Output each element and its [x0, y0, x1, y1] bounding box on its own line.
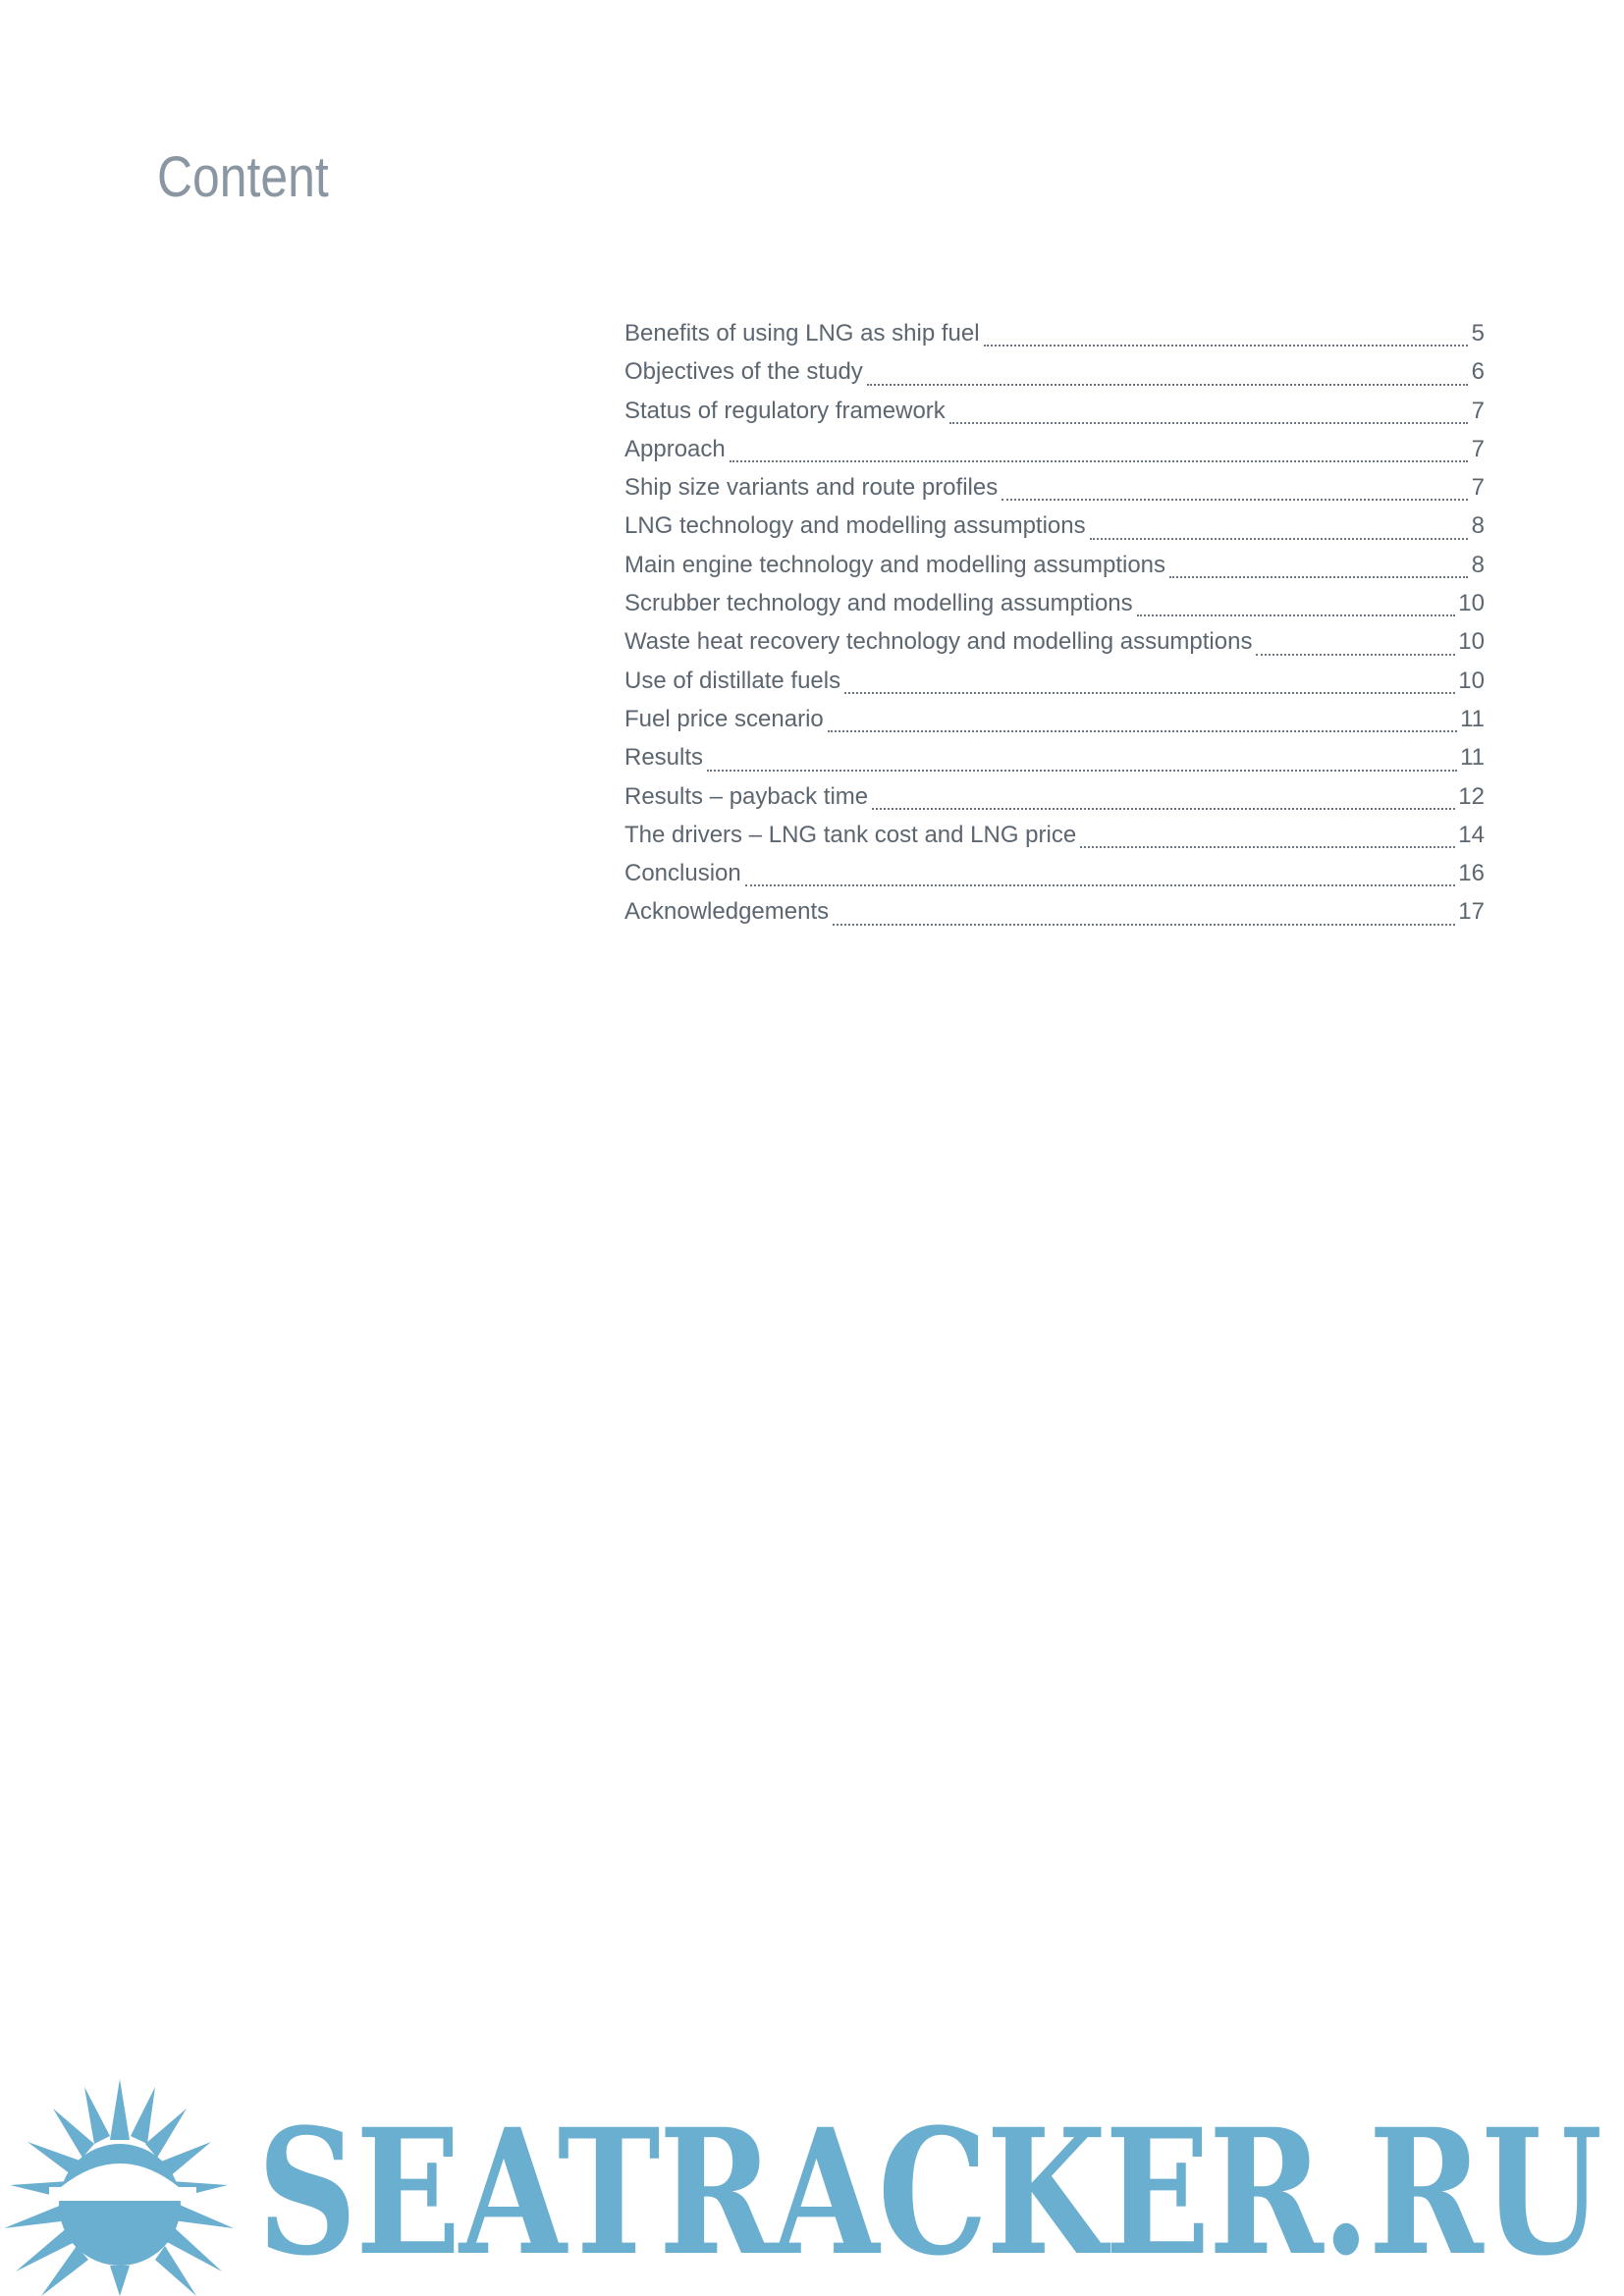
toc-entry[interactable]	[624, 320, 1485, 358]
toc-entry-page: 11	[1460, 744, 1485, 772]
toc-entry-page: 10	[1458, 628, 1485, 656]
toc-entry-label: Approach	[624, 435, 726, 462]
toc-entry-page: 5	[1471, 320, 1485, 347]
toc-entry-page: 11	[1460, 705, 1485, 732]
toc-entry-page: 14	[1458, 821, 1485, 848]
toc-entry-label: Status of regulatory framework	[624, 397, 946, 424]
toc-entry-label: Results – payback time	[624, 782, 869, 810]
toc-leader-dots	[984, 345, 1468, 347]
toc-entry-page: 7	[1471, 397, 1485, 424]
toc-entry[interactable]	[624, 898, 1485, 936]
toc-entry[interactable]	[624, 512, 1485, 551]
toc-entry-page: 6	[1471, 358, 1485, 386]
page-title: Content	[157, 145, 329, 209]
toc-entry-label: Objectives of the study	[624, 358, 863, 386]
toc-entry-page: 8	[1471, 512, 1485, 540]
watermark-text: SEATRACKER.RU	[257, 2091, 1601, 2294]
toc-entry-label: The drivers – LNG tank cost and LNG price	[624, 821, 1077, 848]
toc-entry-label: Results	[624, 744, 704, 772]
toc-entry[interactable]	[624, 860, 1485, 898]
toc-entry-label: Scrubber technology and modelling assumptions	[624, 590, 1133, 617]
toc-leader-dots	[730, 460, 1468, 462]
toc-entry[interactable]	[624, 628, 1485, 667]
toc-leader-dots	[1256, 654, 1455, 656]
toc-entry-label: Ship size variants and route profiles	[624, 474, 999, 502]
toc-entry-page: 12	[1458, 782, 1485, 810]
toc-entry[interactable]	[624, 436, 1485, 474]
toc-entry[interactable]	[624, 822, 1485, 860]
toc-leader-dots	[745, 884, 1456, 886]
toc-leader-dots	[707, 770, 1457, 772]
toc-entry[interactable]	[624, 358, 1485, 397]
toc-entry-label: Conclusion	[624, 860, 741, 887]
toc-leader-dots	[1137, 614, 1456, 616]
toc-entry[interactable]	[624, 552, 1485, 590]
toc-entry-page: 7	[1471, 474, 1485, 502]
toc-entry[interactable]	[624, 706, 1485, 744]
toc-entry[interactable]	[624, 590, 1485, 628]
toc-entry-label: Use of distillate fuels	[624, 667, 841, 694]
toc-entry[interactable]	[624, 783, 1485, 822]
toc-entry-page: 10	[1458, 667, 1485, 694]
toc-leader-dots	[1001, 499, 1468, 501]
toc-entry-label: Waste heat recovery technology and modelling assumptions	[624, 628, 1253, 656]
toc-entry-page: 7	[1471, 435, 1485, 462]
toc-entry-label: Main engine technology and modelling assumptions	[624, 551, 1166, 578]
toc-entry[interactable]	[624, 667, 1485, 706]
table-of-contents	[624, 320, 1485, 937]
toc-leader-dots	[1080, 846, 1455, 848]
toc-entry[interactable]	[624, 474, 1485, 512]
toc-entry[interactable]	[624, 398, 1485, 436]
toc-entry-page: 16	[1458, 860, 1485, 887]
toc-entry-label: Benefits of using LNG as ship fuel	[624, 320, 980, 347]
toc-leader-dots	[949, 422, 1468, 424]
toc-entry[interactable]	[624, 744, 1485, 782]
sun-icon	[0, 2079, 245, 2296]
toc-leader-dots	[833, 924, 1455, 926]
toc-leader-dots	[844, 692, 1455, 694]
toc-entry-page: 17	[1458, 898, 1485, 926]
toc-leader-dots	[867, 384, 1468, 386]
toc-leader-dots	[872, 808, 1455, 810]
toc-entry-page: 10	[1458, 590, 1485, 617]
toc-leader-dots	[1169, 576, 1468, 578]
toc-leader-dots	[828, 730, 1457, 732]
toc-leader-dots	[1090, 538, 1468, 540]
toc-entry-label: Acknowledgements	[624, 898, 830, 926]
toc-entry-label: Fuel price scenario	[624, 705, 824, 732]
toc-entry-page: 8	[1471, 551, 1485, 578]
toc-entry-label: LNG technology and modelling assumptions	[624, 512, 1086, 540]
